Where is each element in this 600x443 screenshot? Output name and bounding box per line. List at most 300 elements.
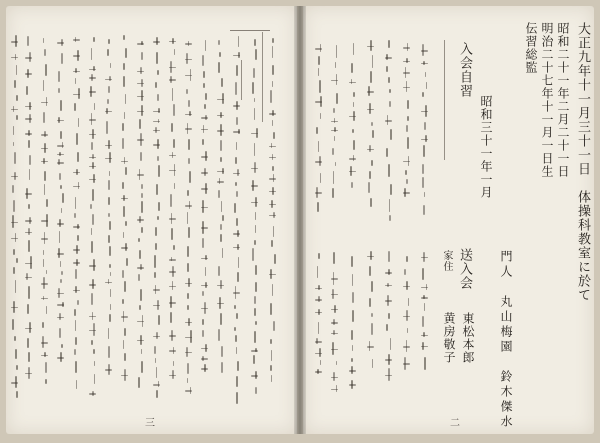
handwriting-stroke <box>185 75 192 77</box>
handwriting-stroke <box>139 119 141 129</box>
handwriting-stroke <box>403 286 410 288</box>
handwriting-stroke <box>13 200 15 213</box>
handwriting-stroke <box>27 338 29 348</box>
handwriting-stroke <box>105 369 112 371</box>
handwriting-stroke <box>251 375 258 377</box>
handwriting-stroke <box>16 365 18 371</box>
handwriting-stroke <box>273 321 275 331</box>
handwriting-stroke <box>155 358 157 362</box>
handwriting-stroke <box>353 140 355 150</box>
handwriting-stroke <box>107 99 109 104</box>
handwriting-stroke <box>315 161 322 163</box>
handwriting-stroke <box>222 215 224 221</box>
handwriting-stroke <box>187 246 189 257</box>
handwriting-stroke <box>371 323 373 335</box>
handwriting-stroke <box>15 349 17 359</box>
handwriting-stroke <box>61 53 63 64</box>
handwriting-stroke <box>335 162 337 166</box>
handwriting-stroke <box>367 256 374 258</box>
handwriting-stroke <box>371 122 373 126</box>
handwriting-stroke <box>89 265 96 267</box>
handwriting-stroke <box>201 172 208 174</box>
handwriting-stroke <box>125 94 127 104</box>
handwriting-stroke <box>270 365 272 372</box>
handwriting-stroke <box>351 63 353 73</box>
handwriting-stroke <box>315 299 322 301</box>
handwriting-stroke <box>89 284 96 286</box>
name-1: 東松本郎 <box>461 312 475 364</box>
handwriting-stroke <box>156 52 158 63</box>
handwriting-stroke <box>270 303 272 315</box>
handwriting-stroke <box>123 340 125 349</box>
handwriting-stroke <box>41 102 48 104</box>
handwriting-stroke <box>236 117 238 126</box>
handwriting-stroke <box>233 292 240 294</box>
handwriting-stroke <box>218 190 220 198</box>
handwriting-stroke <box>11 382 18 384</box>
handwriting-stroke <box>121 161 128 163</box>
handwriting-stroke <box>220 140 222 151</box>
handwriting-stroke <box>123 35 125 40</box>
handwriting-stroke <box>221 362 223 372</box>
handwriting-stroke <box>11 176 18 178</box>
section-1-title: 入会自習 <box>457 42 472 98</box>
handwriting-stroke <box>271 375 273 382</box>
handwriting-stroke <box>156 184 158 195</box>
handwriting-stroke <box>269 191 276 193</box>
handwriting-stroke <box>201 368 208 370</box>
handwriting-stroke <box>169 271 176 273</box>
handwriting-stroke <box>91 142 93 150</box>
handwriting-stroke <box>403 346 410 348</box>
handwriting-stroke <box>203 83 205 88</box>
handwriting-stroke <box>367 149 374 151</box>
handwriting-stroke <box>78 118 80 128</box>
handwriting-stroke <box>238 257 240 268</box>
handwriting-stroke <box>252 82 254 94</box>
handwriting-stroke <box>108 213 110 217</box>
handwriting-stroke <box>57 223 64 225</box>
handwriting-stroke <box>154 272 156 278</box>
header-column-4: 伝習総監 <box>524 22 538 74</box>
handwriting-stroke <box>349 171 356 173</box>
handwriting-stroke <box>153 121 160 123</box>
handwriting-stroke <box>217 285 224 287</box>
left-heading-rule-2 <box>241 60 242 100</box>
handwriting-stroke <box>158 165 160 176</box>
handwriting-stroke <box>235 82 237 95</box>
handwriting-stroke <box>57 317 64 319</box>
handwriting-stroke <box>109 314 111 322</box>
handwriting-stroke <box>108 180 110 190</box>
handwriting-stroke <box>269 157 276 159</box>
handwriting-stroke <box>11 222 18 224</box>
handwriting-stroke <box>153 289 160 291</box>
handwriting-stroke <box>91 48 93 59</box>
handwriting-stroke <box>202 238 204 248</box>
handwriting-stroke <box>154 346 156 354</box>
handwriting-stroke <box>253 68 255 78</box>
handwriting-stroke <box>77 235 79 241</box>
handwriting-stroke <box>424 303 426 311</box>
handwriting-stroke <box>201 207 208 209</box>
handwriting-stroke <box>73 262 80 264</box>
handwriting-stroke <box>141 349 143 354</box>
handwriting-stroke <box>89 69 96 71</box>
handwriting-stroke <box>318 141 320 152</box>
handwriting-stroke <box>201 117 208 119</box>
handwriting-stroke <box>187 305 189 310</box>
handwriting-stroke <box>73 186 80 188</box>
handwriting-stroke <box>137 83 144 85</box>
handwriting-stroke <box>333 108 335 113</box>
handwriting-stroke <box>74 213 76 219</box>
handwriting-stroke <box>126 258 128 265</box>
handwriting-stroke <box>185 283 192 285</box>
handwriting-stroke <box>233 233 240 235</box>
handwriting-stroke <box>218 329 220 341</box>
handwriting-stroke <box>108 86 110 93</box>
handwriting-stroke <box>29 155 31 165</box>
handwriting-stroke <box>57 357 64 359</box>
handwriting-stroke <box>43 80 45 91</box>
handwriting-stroke <box>351 182 353 188</box>
handwriting-stroke <box>403 61 410 63</box>
handwriting-stroke <box>331 309 338 311</box>
handwriting-stroke <box>319 80 321 93</box>
handwriting-stroke <box>43 259 45 267</box>
handwriting-stroke <box>388 313 390 320</box>
handwriting-stroke <box>41 148 48 150</box>
handwriting-stroke <box>369 171 371 179</box>
handwriting-stroke <box>371 313 373 317</box>
handwriting-stroke <box>315 192 322 194</box>
handwriting-stroke <box>157 94 159 100</box>
handwriting-stroke <box>220 157 222 162</box>
handwriting-stroke <box>75 361 77 374</box>
handwriting-stroke <box>108 235 110 244</box>
handwriting-stroke <box>201 258 208 260</box>
handwriting-stroke <box>173 245 175 249</box>
right-page-folio: 二 <box>450 418 460 429</box>
handwriting-stroke <box>57 145 64 147</box>
handwriting-stroke <box>236 191 238 197</box>
handwriting-stroke <box>61 271 63 275</box>
handwriting-stroke <box>43 112 45 123</box>
handwriting-stroke <box>332 188 334 198</box>
handwriting-stroke <box>205 40 207 52</box>
handwriting-stroke <box>237 272 239 282</box>
handwriting-stroke <box>185 337 192 339</box>
handwriting-stroke <box>218 62 220 73</box>
handwriting-stroke <box>41 283 48 285</box>
handwriting-stroke <box>169 259 176 261</box>
handwriting-stroke <box>138 274 140 281</box>
handwriting-stroke <box>188 139 190 150</box>
handwriting-stroke <box>137 111 144 113</box>
handwriting-stroke <box>153 384 160 386</box>
handwriting-stroke <box>349 384 356 386</box>
handwriting-stroke <box>73 226 80 228</box>
handwriting-stroke <box>236 313 238 319</box>
handwriting-stroke <box>320 173 322 183</box>
section-2-sub: 家住 <box>441 250 452 272</box>
handwriting-stroke <box>185 114 192 116</box>
handwriting-stroke <box>109 171 111 177</box>
handwriting-stroke <box>25 220 32 222</box>
handwriting-stroke <box>89 393 96 395</box>
handwriting-stroke <box>269 178 276 180</box>
handwriting-stroke <box>407 328 409 333</box>
handwriting-stroke <box>349 370 356 372</box>
handwriting-stroke <box>28 286 30 299</box>
handwriting-stroke <box>331 333 338 335</box>
handwriting-stroke <box>25 133 32 135</box>
handwriting-stroke <box>14 336 16 341</box>
handwriting-stroke <box>89 166 96 168</box>
handwriting-stroke <box>153 41 160 43</box>
handwriting-stroke <box>254 108 256 120</box>
handwriting-stroke <box>123 206 125 217</box>
handwriting-stroke <box>25 73 32 75</box>
handwriting-stroke <box>406 125 408 132</box>
handwriting-stroke <box>89 91 96 93</box>
handwriting-stroke <box>422 316 424 327</box>
handwriting-stroke <box>140 152 142 161</box>
handwriting-stroke <box>169 286 176 288</box>
handwriting-stroke <box>352 310 354 322</box>
handwriting-stroke <box>219 52 221 57</box>
name-2: 黄房敬子 <box>442 312 456 364</box>
handwriting-stroke <box>45 362 47 373</box>
handwriting-stroke <box>124 112 126 119</box>
handwriting-stroke <box>169 335 176 337</box>
handwriting-stroke <box>28 140 30 148</box>
handwriting-stroke <box>27 304 29 314</box>
handwriting-stroke <box>385 120 392 122</box>
handwriting-stroke <box>73 55 80 57</box>
handwriting-stroke <box>421 139 428 141</box>
handwriting-stroke <box>173 104 175 116</box>
handwriting-stroke <box>25 373 32 375</box>
handwriting-stroke <box>109 221 111 229</box>
handwriting-stroke <box>372 130 374 138</box>
handwriting-stroke <box>407 137 409 149</box>
handwriting-stroke <box>189 171 191 183</box>
handwriting-stroke <box>422 164 424 173</box>
handwriting-stroke <box>188 158 190 165</box>
handwriting-stroke <box>255 321 257 325</box>
handwriting-stroke <box>388 251 390 262</box>
handwriting-stroke <box>404 269 406 275</box>
handwriting-stroke <box>59 328 61 338</box>
handwriting-stroke <box>270 90 272 102</box>
handwriting-stroke <box>388 164 390 177</box>
handwriting-stroke <box>385 272 392 274</box>
handwriting-stroke <box>123 232 125 238</box>
handwriting-stroke <box>57 154 64 156</box>
handwriting-stroke <box>138 377 140 388</box>
handwriting-stroke <box>73 94 80 96</box>
handwriting-stroke <box>201 227 208 229</box>
handwriting-stroke <box>405 170 407 175</box>
handwriting-stroke <box>254 143 256 156</box>
handwriting-stroke <box>255 387 257 394</box>
handwriting-stroke <box>59 173 61 180</box>
handwriting-stroke <box>217 130 224 132</box>
handwriting-stroke <box>155 227 157 236</box>
handwriting-stroke <box>25 277 32 279</box>
handwriting-stroke <box>336 45 338 58</box>
handwriting-stroke <box>336 361 338 365</box>
header-column-2: 昭和二十一年二月二十一日 <box>556 22 570 178</box>
handwriting-stroke <box>141 201 143 212</box>
handwriting-stroke <box>372 55 374 67</box>
handwriting-stroke <box>218 266 220 276</box>
handwriting-stroke <box>122 182 124 189</box>
handwriting-stroke <box>169 155 176 157</box>
handwriting-stroke <box>107 49 109 55</box>
author-line: 門人 丸山梅園 鈴木傑水 <box>499 250 513 430</box>
handwriting-stroke <box>237 361 239 371</box>
handwriting-stroke <box>169 350 176 352</box>
handwriting-stroke <box>25 106 32 108</box>
handwriting-stroke <box>252 248 254 261</box>
handwriting-stroke <box>385 57 392 59</box>
handwriting-stroke <box>331 278 338 280</box>
handwriting-stroke <box>255 225 257 233</box>
handwriting-stroke <box>320 360 322 365</box>
handwriting-stroke <box>16 115 18 120</box>
handwriting-stroke <box>185 59 192 61</box>
handwriting-stroke <box>251 202 258 204</box>
handwriting-stroke <box>351 330 353 340</box>
handwriting-stroke <box>272 166 274 171</box>
handwriting-stroke <box>16 258 18 263</box>
left-page-folio: 三 <box>145 418 155 429</box>
handwriting-stroke <box>201 156 208 158</box>
handwriting-stroke <box>316 127 318 134</box>
handwriting-stroke <box>386 324 388 330</box>
handwriting-stroke <box>233 131 240 133</box>
handwriting-stroke <box>315 341 322 343</box>
handwriting-stroke <box>255 282 257 291</box>
handwriting-stroke <box>25 118 32 120</box>
handwriting-stroke <box>185 128 192 130</box>
handwriting-stroke <box>368 182 370 193</box>
handwriting-stroke <box>108 39 110 44</box>
handwriting-stroke <box>333 171 335 184</box>
handwriting-stroke <box>121 375 128 377</box>
handwriting-stroke <box>331 322 338 324</box>
handwriting-stroke <box>153 144 160 146</box>
handwriting-stroke <box>202 291 204 297</box>
handwriting-stroke <box>254 240 256 246</box>
handwriting-stroke <box>271 350 273 361</box>
handwriting-stroke <box>11 41 18 43</box>
handwriting-stroke <box>108 346 110 358</box>
handwriting-stroke <box>74 309 76 316</box>
handwriting-stroke <box>89 77 96 79</box>
handwriting-stroke <box>403 47 410 49</box>
handwriting-stroke <box>202 55 204 66</box>
handwriting-stroke <box>233 173 240 175</box>
handwriting-stroke <box>403 363 410 365</box>
handwriting-stroke <box>57 162 64 164</box>
handwriting-stroke <box>269 113 276 115</box>
handwriting-stroke <box>424 122 426 131</box>
handwriting-stroke <box>233 105 240 107</box>
handwriting-stroke <box>28 352 30 361</box>
handwriting-stroke <box>390 129 392 141</box>
handwriting-stroke <box>422 268 424 280</box>
handwriting-stroke <box>158 202 160 211</box>
handwriting-stroke <box>141 184 143 189</box>
handwriting-stroke <box>318 322 320 334</box>
handwriting-stroke <box>372 359 374 369</box>
handwriting-stroke <box>41 220 48 222</box>
handwriting-stroke <box>44 184 46 195</box>
handwriting-stroke <box>188 227 190 238</box>
handwriting-stroke <box>185 390 192 392</box>
section-1-bracket <box>444 40 445 160</box>
handwriting-stroke <box>369 266 371 276</box>
handwriting-stroke <box>272 46 274 58</box>
handwriting-stroke <box>315 48 322 50</box>
handwriting-stroke <box>26 86 28 95</box>
handwriting-stroke <box>389 215 391 221</box>
handwriting-stroke <box>251 185 258 187</box>
handwriting-stroke <box>92 214 94 224</box>
handwriting-stroke <box>251 350 258 352</box>
handwriting-stroke <box>386 148 388 157</box>
handwriting-stroke <box>105 145 112 147</box>
handwriting-stroke <box>273 226 275 238</box>
handwriting-stroke <box>137 139 144 141</box>
handwriting-stroke <box>122 123 124 131</box>
handwriting-stroke <box>332 148 334 155</box>
handwriting-stroke <box>73 172 80 174</box>
handwriting-stroke <box>75 337 77 345</box>
handwriting-stroke <box>220 224 222 230</box>
handwriting-stroke <box>390 184 392 195</box>
handwriting-stroke <box>122 138 124 150</box>
handwriting-stroke <box>351 256 353 268</box>
handwriting-stroke <box>121 316 128 318</box>
handwriting-stroke <box>220 313 222 324</box>
header-column-3: 明治二十七年十一月一日生 <box>540 22 554 178</box>
handwriting-stroke <box>27 36 29 46</box>
handwriting-stroke <box>12 185 14 193</box>
handwriting-stroke <box>170 194 172 206</box>
handwriting-stroke <box>403 192 410 194</box>
handwriting-stroke <box>315 353 322 355</box>
handwriting-stroke <box>367 91 374 93</box>
handwriting-stroke <box>122 270 124 277</box>
handwriting-stroke <box>352 274 354 286</box>
handwriting-stroke <box>331 389 338 391</box>
handwriting-stroke <box>60 100 62 111</box>
handwriting-stroke <box>73 249 80 251</box>
handwriting-stroke <box>41 238 48 240</box>
header-column-1: 大正九年十一月三十一日 体操科教室に於て <box>575 22 590 302</box>
handwriting-stroke <box>403 87 410 89</box>
handwriting-stroke <box>407 116 409 121</box>
handwriting-stroke <box>41 342 48 344</box>
handwriting-stroke <box>60 279 62 283</box>
handwriting-stroke <box>60 131 62 139</box>
handwriting-stroke <box>156 390 158 398</box>
